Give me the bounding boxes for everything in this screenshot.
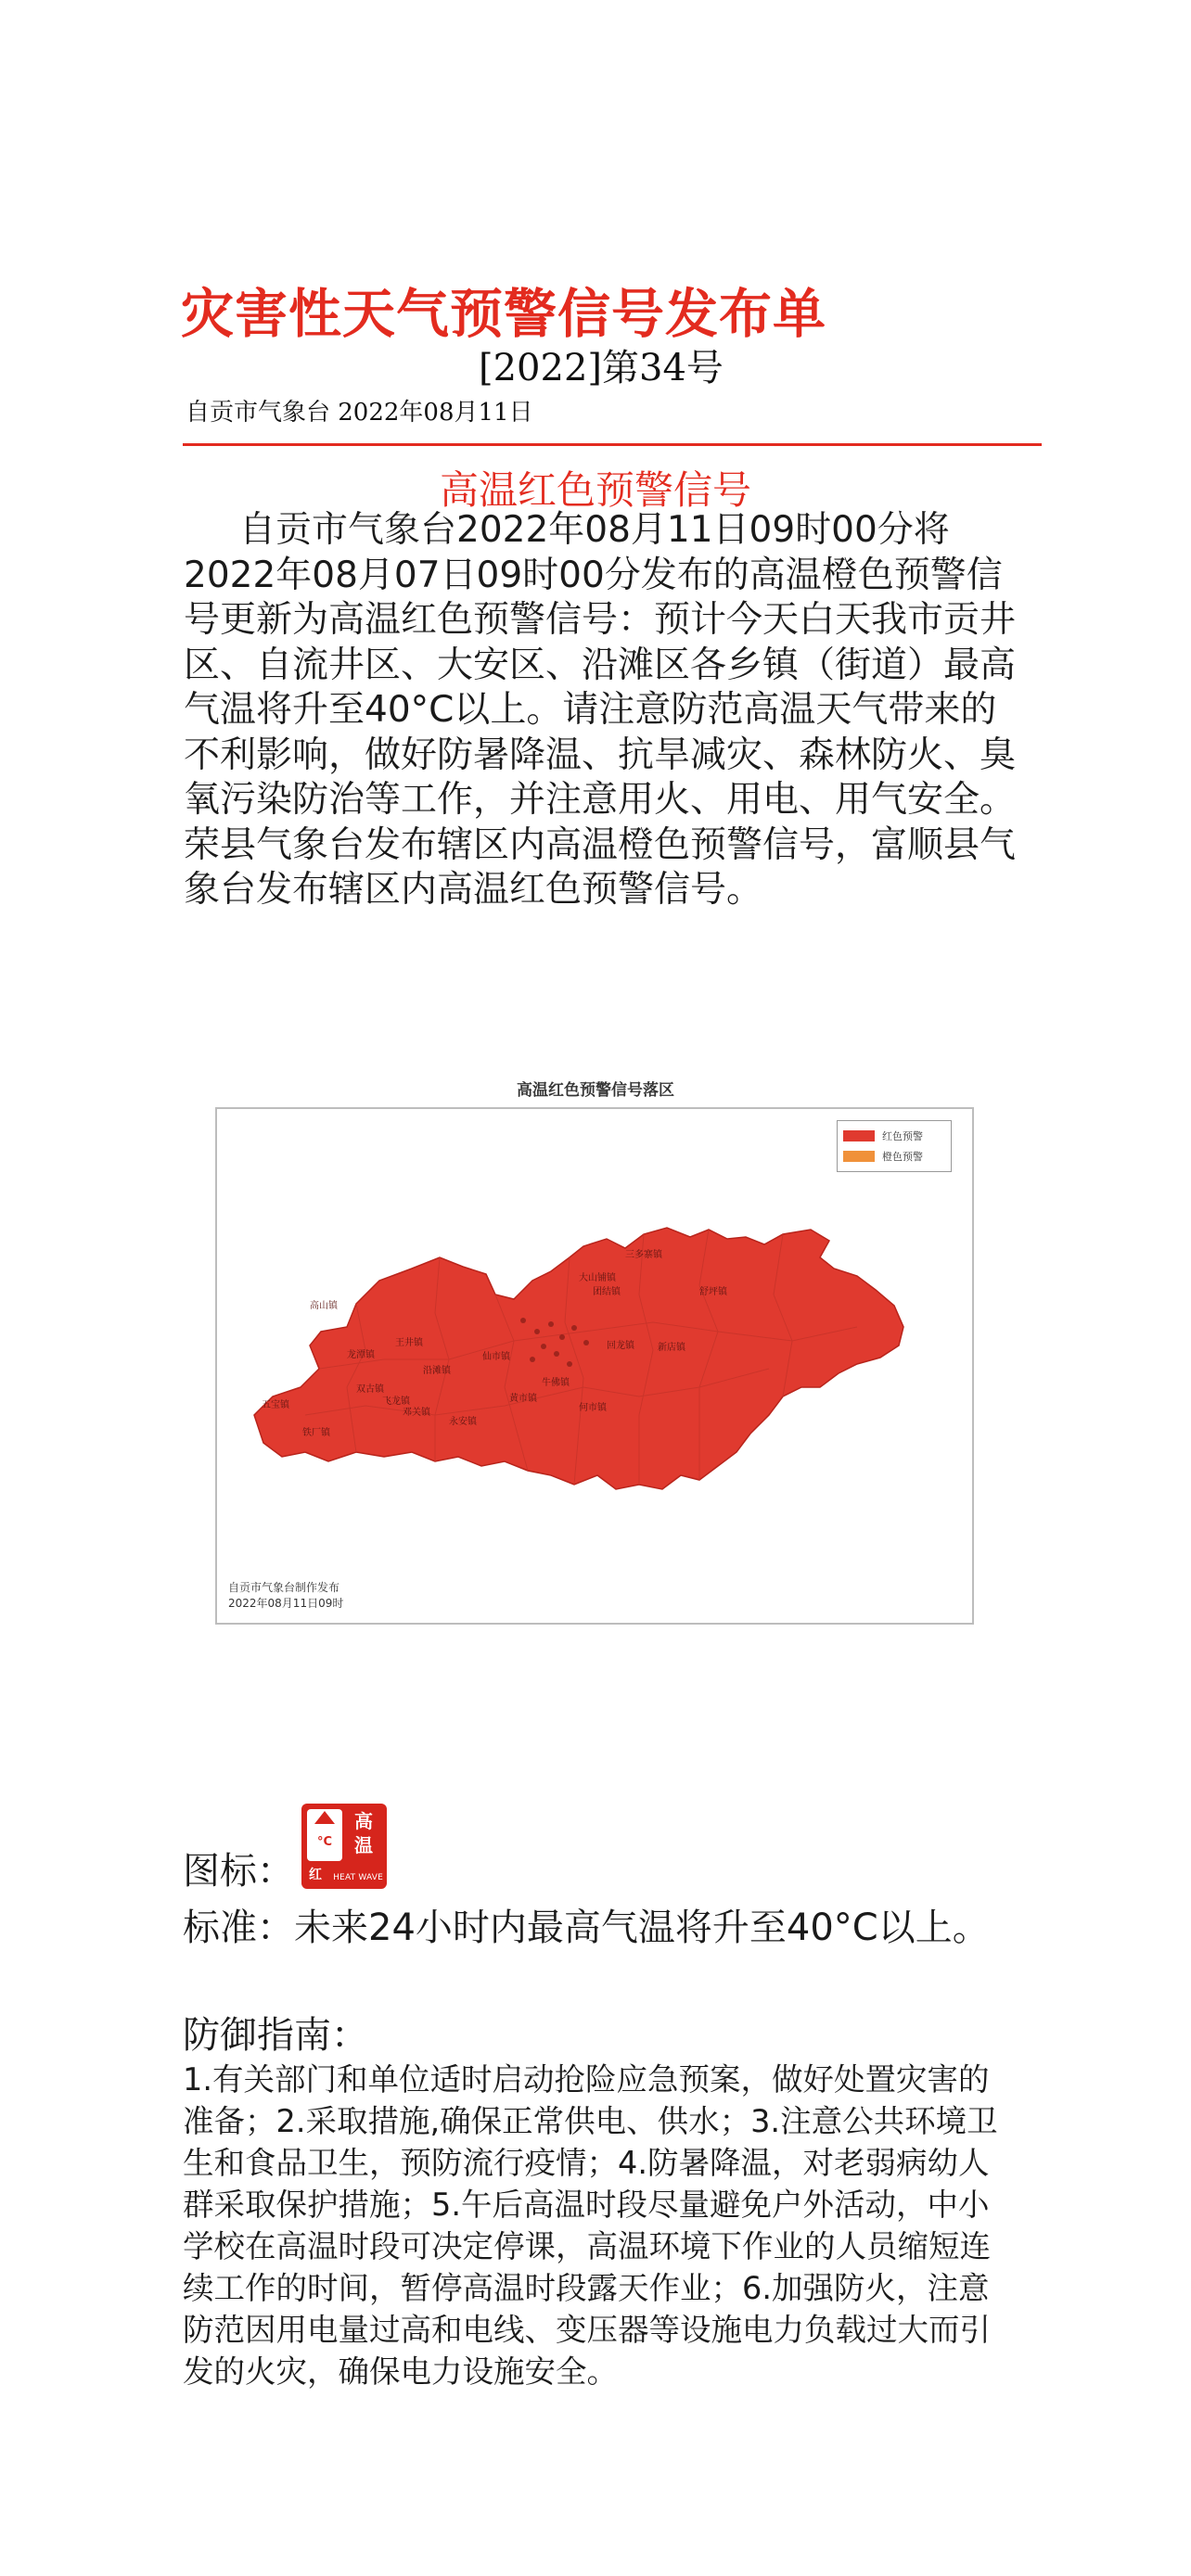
issuer-date: 自贡市气象台 2022年08月11日 (186, 399, 533, 427)
town-label: 舒坪镇 (699, 1287, 727, 1297)
warning-subtitle: 高温红色预警信号 (439, 467, 751, 513)
town-label: 沿滩镇 (423, 1366, 451, 1376)
town-label: 黄市镇 (509, 1394, 537, 1404)
warning-standard: 标准：未来24小时内最高气温将升至40°C以上。 (183, 1906, 990, 1949)
legend-orange-label: 橙色预警 (882, 1151, 923, 1163)
map-footer-producer: 自贡市气象台制作发布 (228, 1581, 340, 1594)
town-label: 何市镇 (579, 1403, 607, 1413)
town-label: 大山铺镇 (579, 1273, 616, 1283)
guide-title: 防御指南： (183, 2014, 368, 2057)
legend-red (843, 1126, 945, 1146)
heat-wave-red-icon (301, 1804, 387, 1889)
map-footer-time: 2022年08月11日09时 (228, 1597, 344, 1610)
icon-label: 图标： (183, 1850, 294, 1893)
map-caption: 高温红色预警信号落区 (517, 1081, 674, 1100)
warning-map (215, 1107, 974, 1625)
town-label: 仙市镇 (482, 1352, 510, 1362)
map-region-svg (217, 1109, 972, 1623)
town-label: 邓关镇 (403, 1408, 430, 1418)
guide-text: 1.有关部门和单位适时启动抢险应急预案，做好处置灾害的准备；2.采取措施,确保正常供电、供水；3.注意公共环境卫生和食品卫生，预防流行疫情；4.防暑降温，对老弱病幼人群采取保护措施；5.午后高温时段尽量避免户外活动，中小学校在高温时段可决定停课，高温环境下作业的人员缩短连续工作的时间，暂停高温时段露天作业；6.加强防火，注意防范因用电量过高和电线、变压器等设施电力负载过大而引发的火灾，确保电力设施安全。 (183, 2061, 998, 2390)
town-label: 五宝镇 (262, 1400, 289, 1410)
town-label: 铁厂镇 (302, 1428, 330, 1438)
map-footer (228, 1580, 343, 1612)
thermometer-icon (307, 1809, 342, 1861)
legend-orange (843, 1146, 945, 1167)
town-label: 龙潭镇 (347, 1350, 375, 1360)
badge-color-char: 红 (309, 1868, 322, 1882)
legend-orange-swatch (843, 1151, 875, 1162)
arrow-up-icon (314, 1811, 335, 1824)
badge-english: HEAT WAVE (333, 1873, 383, 1882)
town-label: 回龙镇 (607, 1341, 634, 1351)
legend-red-label: 红色预警 (882, 1130, 923, 1142)
town-label: 永安镇 (449, 1417, 477, 1427)
town-label: 团结镇 (593, 1287, 621, 1297)
legend-red-swatch (843, 1130, 875, 1141)
town-label: 三多寨镇 (625, 1250, 662, 1260)
document-number: [2022]第34号 (479, 347, 724, 389)
icon-row (183, 1804, 387, 1894)
badge-hanzi: 高温 (354, 1810, 373, 1856)
warning-body: 自贡市气象台2022年08月11日09时00分将2022年08月07日09时00分发布的高温橙色预警信号更新为高温红色预警信号：预计今天白天我市贡井区、自流井区、大安区、沿滩区各乡镇（街道）最高气温将升至40°C以上。请注意防范高温天气带来的不利影响，做好防暑降温、抗旱减灾、森林防火、臭氧污染防治等工作，并注意用火、用电、用气安全。荣县气象台发布辖区内高温橙色预警信号，富顺县气象台发布辖区内高温红色预警信号。 (184, 509, 1017, 911)
red-divider (183, 443, 1042, 446)
town-label: 牛佛镇 (542, 1378, 570, 1388)
town-label: 高山镇 (310, 1301, 338, 1311)
town-label: 新店镇 (658, 1343, 685, 1353)
badge-unit: °C (316, 1835, 333, 1849)
map-legend (837, 1120, 952, 1172)
town-label: 双古镇 (356, 1384, 384, 1395)
document-title: 灾害性天气预警信号发布单 (181, 284, 826, 345)
town-label: 王井镇 (395, 1338, 423, 1348)
town-label: 飞龙镇 (382, 1396, 410, 1407)
